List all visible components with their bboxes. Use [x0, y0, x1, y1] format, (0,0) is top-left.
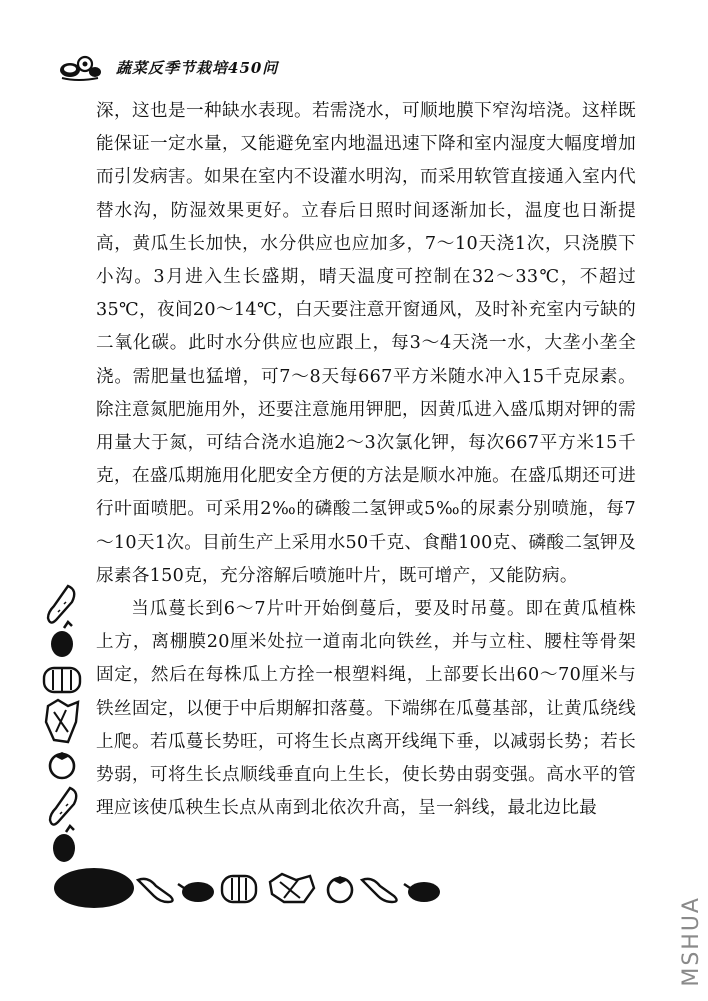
eggplant-icon — [404, 882, 440, 902]
eggplant-icon — [51, 622, 73, 657]
black-oval-icon — [54, 868, 134, 908]
paragraph: 深，这也是一种缺水表现。若需浇水，可顺地膜下窄沟培浇。这样既能保证一定水量，又能避免室内地温迅速下降和室内湿度大幅度增加而引发病害。如果在室内不设灌水明沟，而采用软管直接通入室内代替水沟，防湿效果更好。立春后日照时间逐渐加长，温度也日渐提高，黄瓜生长加快，水分供应也应加多，7～10天浇1次，只浇膜下小沟。3月进入生长盛期，晴天温度可控制在32～33℃，不超过35℃，夜间20～14℃，白天要注意开窗通风，及时补充室内亏缺的二氧化碳。此时水分供应也应跟上，每3～4天浇一水，大垄小垄全浇。需肥量也猛增，可7～8天每667平方米随水冲入15千克尿素。除注意氮肥施用外，还要注意施用钾肥，因黄瓜进入盛瓜期对钾的需用量大于氮，可结合浇水追施2～3次氯化钾，每次667平方米15千克，在盛瓜期施用化肥安全方便的方法是顺水冲施。在盛瓜期还可进行叶面喷肥。可采用2‰的磷酸二氢钾或5‰的尿素分别喷施，每7～10天1次。目前生产上采用水50千克、食醋100克、磷酸二氢钾及尿素各150克，充分溶解后喷施叶片，既可增产，又能防病。 — [96, 101, 636, 586]
eggplant-icon — [178, 882, 214, 902]
page-header — [58, 52, 278, 82]
corn-icon — [44, 668, 80, 692]
tomato-icon — [328, 876, 352, 902]
watermark: MSHUA — [679, 896, 704, 987]
body-text — [96, 95, 636, 825]
side-vegetable-decoration — [38, 582, 90, 868]
cucumber-icon — [50, 788, 76, 825]
vegetable-cluster-icon — [58, 52, 102, 82]
cabbage-icon — [46, 700, 78, 742]
cabbage-icon — [270, 874, 314, 902]
bottom-vegetable-band — [52, 862, 452, 914]
paragraph: 当瓜蔓长到6～7片叶开始倒蔓后，要及时吊蔓。即在黄瓜植株上方，离棚膜20厘米处拉一道南北向铁丝，并与立柱、腰柱等骨架固定，然后在每株瓜上方拴一根塑料绳，上部要长出60～70厘米与铁丝固定，以便于中后期解扣落蔓。下端绑在瓜蔓基部，让黄瓜绕线上爬。若瓜蔓长势旺，可将生长点离开线绳下垂，以减弱长势；若长势弱，可将生长点顺线垂直向上生长，使长势由弱变强。高水平的管理应该使瓜秧生长点从南到北依次升高，呈一斜线，最北边比最 — [96, 599, 636, 819]
running-header-title: 蔬菜反季节栽培450问 — [116, 58, 279, 77]
corn-icon — [222, 876, 256, 902]
eggplant-icon — [53, 826, 75, 862]
cucumber-icon — [48, 586, 74, 623]
cucumber-icon — [138, 879, 173, 902]
tomato-icon — [50, 752, 74, 778]
cucumber-icon — [362, 879, 397, 902]
